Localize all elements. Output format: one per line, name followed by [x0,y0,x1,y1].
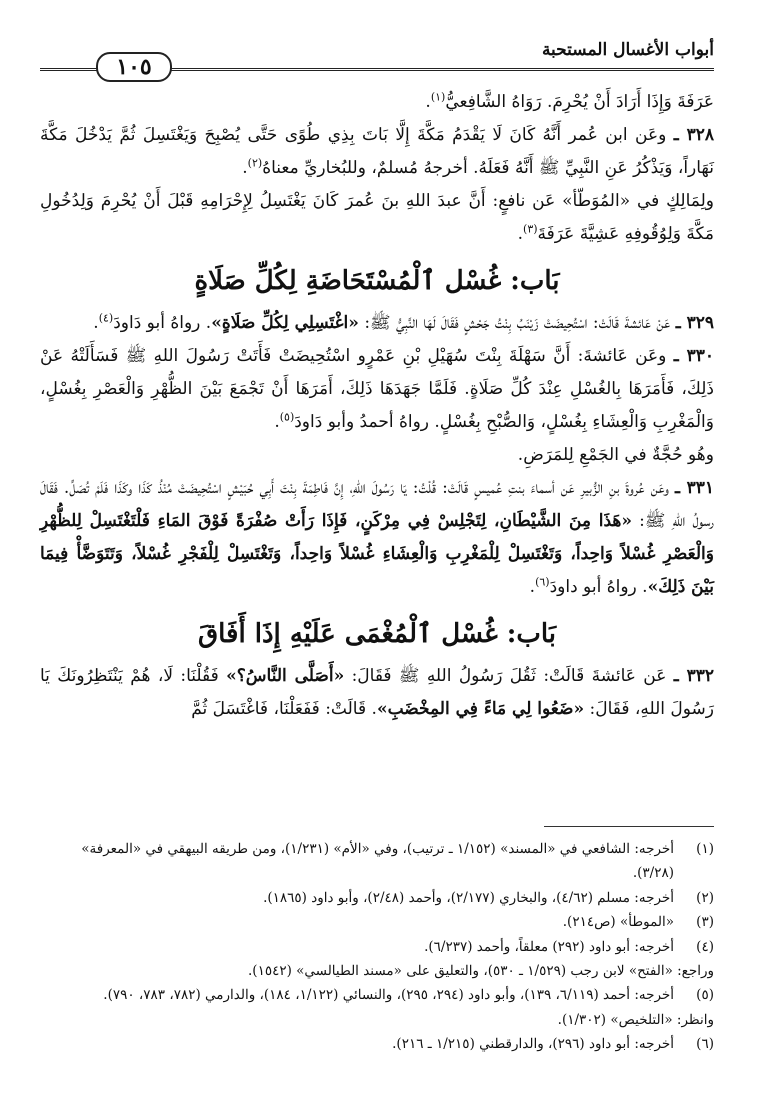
prophetic-quote: «أَصَلَّى النَّاسُ؟» [226,666,345,686]
hadith-329: ٣٢٩ ـ عَنْ عَائشةَ قَالَتْ: اسْتُحِيضَتْ زَيْنَبُ بِنْتُ جَحْشٍ فَقَالَ لَهَا النَّبِيُّ ﷺ: «اغْتَسِلِي لِكُلِّ صَلَاةٍ». رواهُ أبو دَاودَ$^{(٤)}$. [93,311,714,333]
hadith-331: ٣٣١ ـ وعَن عُروةَ بنِ الزُّبيرِ عَن أسماءَ بنتِ عُميسٍ قَالَتْ: قُلْتُ: يَا رَسُولَ اللهِ، إِنَّ فَاطِمَةَ بِنْتَ أَبِي حُبَيْشٍ اسْتُحِيضَتْ مُنْذُ كَذَا وكَذَا فَلَمْ تُصَلِّ. فَقَالَ رسولُ اللهِ ﷺ: «هَذَا مِنَ الشَّيْطَانِ، لِتَجْلِسْ فِي مِرْكَنٍ، فَإِذَا رَأَتْ صُفْرَةً فَوْقَ المَاءِ فَلْتَغْتَسِلْ لِلظُّهْرِ وَالْعَصْرِ غُسْلاً وَاحِداً، وَتَغْتَسِلْ لِلْمَغْرِبِ وَالْعِشَاءِ غُسْلاً وَاحِداً، وَتَغْتَسِلْ لِلْفَجْرِ غُسْلاً، وَتَتَوَضَّأْ فِيمَا بَيْنَ ذَلِكَ». رواهُ أبو داودَ$^{(٦)}$. [40,478,715,597]
footnote-ref: (١) [430,90,446,104]
running-header [40,40,714,80]
footnote-ref: (٥) [279,410,295,424]
footnote-text: أخرجه: أحمد (٦/١١٩، ١٣٩)، وأبو داود (٢٩٤، ٢٩٥)، والنسائي (١/١٢٢، ١٨٤)، والدارمي (٧٨٢، ٧٨٣، ٧٩٠). [103,987,674,1004]
footnote [40,935,714,959]
footnote [40,1032,714,1056]
footnote-number: (٢) [696,889,714,906]
malik-narration: ولِمَالِكٍ في «المُوَطّأ» عَن نافعٍ: أَنَّ عبدَ اللهِ بنَ عُمرَ كَانَ يَغْتَسِلُ لِإِحْرَامِهِ قَبْلَ أَنْ يُحْرِمَ وَلِدُخُولِ مَكَّةَ وَلِوُقُوفِهِ عَشِيَّةَ عَرَفَةَ$^{(٣)}$. [40,191,714,244]
commentary-note: وهُو حُجَّةٌ في الجَمْعِ لِلمَرَضِ. [517,445,714,465]
section-heading: بَاب: غُسْل ٱلْمُسْتَحَاضَةِ لِكُلِّ صَلَاةٍ [194,266,560,296]
footnote-number: (٦) [696,1036,714,1053]
hadith-number: ٣٣١ ـ [675,478,715,498]
footnote-ref: (٦) [535,575,550,589]
hadith-number: ٣٣٠ ـ [673,346,714,366]
footnote [40,837,714,886]
hadith-number: ٣٢٨ ـ [673,125,714,145]
hadith-number: ٣٣٢ ـ [673,666,714,686]
hadith-328: ٣٢٨ ـ وعَن ابن عُمر أَنَّهُ كَانَ لَا يَقْدَمُ مَكَّةَ إِلَّا بَاتَ بِذِي طُوًى حَتَّى يُصْبِحَ وَيَغْتَسِلَ ثُمَّ يَدْخُلَ مَكَّةَ نَهَاراً، وَيَذْكُرُ عَنِ النَّبِيِّ ﷺ أَنَّهُ فَعَلَهُ. أخرجهُ مُسلمٌ، وللبُخاريِّ معناهُ$^{(٢)}$. [40,125,714,178]
footnote-text: أخرجه: أبو داود (٢٩٦)، والدارقطني (١/٢١٥ ـ ٢١٦). [392,1036,674,1053]
footnote-ref: (٤) [98,311,114,325]
footnote-separator [544,826,714,827]
paragraph-continuation: عَرَفَةَ وَإِذَا أَرَادَ أَنْ يُحْرِمَ. رَوَاهُ الشَّافِعيُّ$^{(١)}$. [425,90,714,112]
footnote-number: (١) [696,841,714,857]
footnote-number: (٣) [696,914,714,931]
page-number: ١٠٥ [96,52,172,82]
main-text [40,86,714,726]
section-heading: بَاب: غُسْل ٱلْمُغْمَى عَلَيْهِ إِذَا أَفَاقَ [197,619,557,649]
footnote [40,983,714,1007]
footnote-continuation: وانظر: «التلخيص» (١/٣٠٢). [557,1011,714,1028]
footnote-continuation: وراجع: «الفتح» لابن رجب (١/٥٢٩ ـ ٥٣٠)، والتعليق على «مسند الطيالسي» (١٥٤٢). [248,963,714,980]
footnote-number: (٤) [696,938,714,955]
hadith-number: ٣٢٩ ـ [675,313,714,333]
chapter-title: أبواب الأغسال المستحبة [541,40,714,60]
footnote [40,886,714,910]
hadith-332: ٣٣٢ ـ عَن عَائشةَ قَالَتْ: ثَقُلَ رَسُولُ اللهِ ﷺ فَقَالَ: «أَصَلَّى النَّاسُ؟» فَقُلْنَا: لَا، هُمْ يَنْتَظِرُونَكَ يَا رَسُولَ اللهِ، فَقَالَ: «ضَعُوا لِي مَاءً فِي المِخْضَبِ». قَالَتْ: فَفَعَلْنَا، فَاغْتَسَلَ ثُمَّ [40,666,714,719]
hadith-330: ٣٣٠ ـ وعَن عَائشةَ: أَنَّ سَهْلَةَ بِنْتَ سُهَيْلِ بْنِ عَمْرٍو اسْتُحِيضَتْ فَأَتَتْ رَسُولَ اللهِ ﷺ فَسَأَلَتْهُ عَنْ ذَلِكَ، فَأَمَرَهَا بِالغُسْلِ عِنْدَ كُلِّ صَلَاةٍ. فَلَمَّا جَهَدَهَا ذَلِكَ، أَمَرَهَا أَنْ تَجْمَعَ بَيْنَ الظُّهْرِ وَالْعَصْرِ بِغُسْلٍ، وَالْمَغْرِبِ وَالْعِشَاءِ بِغُسْلٍ، وَالصُّبْحِ بِغُسْلٍ. رواهُ أحمدُ وأبو دَاودَ$^{(٥)}$. [40,346,714,432]
footnote-text: أخرجه: مسلم (٤/٦٢)، والبخاري (٢/١٧٧)، وأحمد (٢/٤٨)، وأبو داود (١٨٦٥). [263,889,674,906]
footnote [40,910,714,934]
footnote-number: (٥) [696,987,714,1004]
footnote-text: «الموطأ» (ص٢١٤). [562,914,674,931]
footnote-ref: (٣) [523,222,538,236]
footnotes [40,826,714,1057]
footnote-text: أخرجه: أبو داود (٢٩٢) معلقاً، وأحمد (٦/٢٣٧). [424,938,674,955]
prophetic-quote: «هَذَا مِنَ الشَّيْطَانِ، لِتَجْلِسْ فِي مِرْكَنٍ، فَإِذَا رَأَتْ صُفْرَةً فَوْقَ المَاءِ فَلْتَغْتَسِلْ لِلظُّهْرِ وَالْعَصْرِ غُسْلاً وَاحِداً، وَتَغْتَسِلْ لِلْمَغْرِبِ وَالْعِشَاءِ غُسْلاً وَاحِداً، وَتَغْتَسِلْ لِلْفَجْرِ غُسْلاً، وَتَتَوَضَّأْ فِيمَا بَيْنَ ذَلِكَ» [40,511,714,597]
prophetic-quote: «ضَعُوا لِي مَاءً فِي المِخْضَبِ» [376,699,585,719]
footnote-ref: (٢) [247,156,263,170]
footnote-text: أخرجه: الشافعي في «المسند» (١/١٥٢ ـ ترتيب)، وفي «الأم» (١/٢٣١)، ومن طريقه البيهقي في «المعرفة» (٣/٢٨). [81,841,674,882]
prophetic-quote: «اغْتَسِلِي لِكُلِّ صَلَاةٍ» [211,313,359,333]
